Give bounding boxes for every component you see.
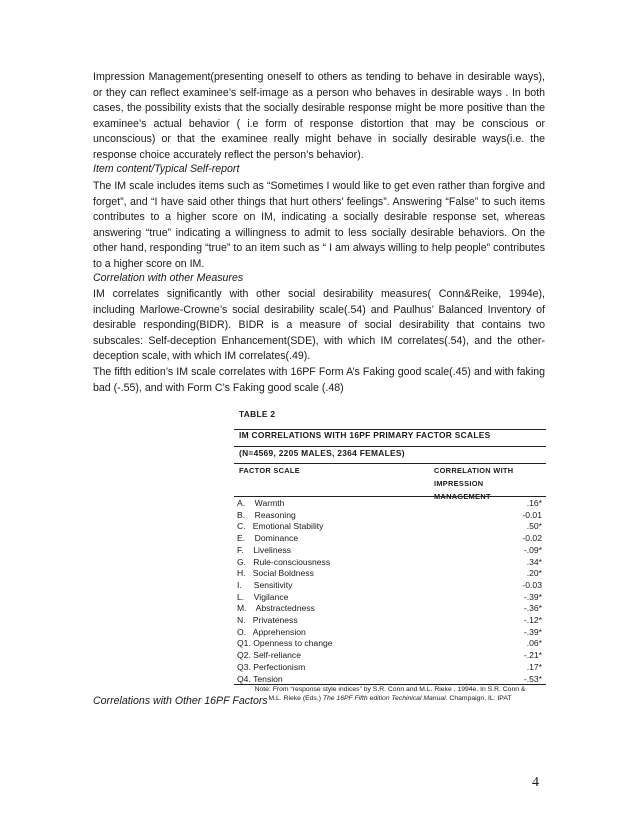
table-row: [234, 649, 546, 661]
table-title: IM CORRELATIONS WITH 16PF PRIMARY FACTOR SCALES: [239, 430, 491, 440]
factor-scale-cell: C. Emotional Stability: [237, 521, 324, 532]
factor-scale-cell: E. Dominance: [237, 533, 299, 544]
heading-item-content: Item content/Typical Self-report: [93, 163, 240, 175]
correlation-cell: -0.01: [522, 509, 542, 520]
table-row: [234, 602, 546, 614]
heading-correlation-other-measures: Correlation with other Measures: [93, 272, 244, 284]
factor-scale-cell: Q3. Perfectionism: [237, 661, 306, 672]
paragraph-fifth-edition: The fifth edition’s IM scale correlates with 16PF Form A’s Faking good scale(.45) and with faking bad (-.55), and with Form C’s Faking good scale (.48): [93, 366, 545, 394]
factor-scale-cell: Q1. Openness to change: [237, 638, 333, 649]
table-rule-top: [234, 429, 546, 430]
factor-scale-cell: B. Reasoning: [237, 509, 296, 520]
column-header-correlation-line3: MANAGEMENT: [434, 492, 491, 501]
factor-scale-cell: O. Apprehension: [237, 626, 306, 637]
table-rule-2: [234, 446, 546, 447]
factor-scale-cell: F. Liveliness: [237, 544, 291, 555]
paragraph-item-content: The IM scale includes items such as “Sometimes I would like to get even rather than forgive and forget”, and “I have said other things that hurt others’ feelings”. Answering “False” to such items contributes to a higher score on IM, indicating a socially desirable response set, whereas answering “true” indicating a willingness to admit to less socially desirable behaviors. On the other hand, responding “true” to an item such as “ I am always willing to help people” contributes to a higher score on IM.: [93, 180, 545, 270]
table-row: [234, 626, 546, 638]
factor-scale-cell: H. Social Boldness: [237, 568, 314, 579]
table-note: [234, 685, 546, 703]
factor-scale-cell: I. Sensitivity: [237, 579, 293, 590]
correlation-cell: -.12*: [523, 615, 542, 625]
correlation-cell: .06*: [526, 638, 542, 649]
correlation-cell: .17*: [526, 661, 542, 672]
table-row: [234, 567, 546, 579]
paragraph-correlation-other-measures: IM correlates significantly with other social desirability measures( Conn&Reike, 1994e), including Marlowe-Crowne’s social desirability scale(.54) and Paulhus’ Balanced Inventory of desirable responding(BIDR). BIDR is a measure of social desirability that contains two subscales: Self-deception Enhancement(SDE), with which IM correlates(.54), and the other-deception scale, with which IM correlates(.49).: [93, 288, 545, 363]
table-row: [234, 556, 546, 568]
factor-scale-cell: L. Vigilance: [237, 591, 289, 602]
table-row: [234, 520, 546, 532]
correlation-cell: -0.03: [522, 579, 542, 590]
paragraph-impression-management: Impression Management(presenting oneself to others as tending to behave in desirable ways), or they can reflect examinee’s self-image as a person who behaves in desirable ways . In both cases, the possibility exists that the socially desirable response might be more positive than the examinee’s actual behavior ( i.e form of response distortion that may be conscious or unconscious) or that the examinee really might behave in socially desirable ways(i.e. the response choice accurately reflect the person’s behavior).: [93, 71, 545, 161]
factor-scale-cell: Q4. Tension: [237, 673, 283, 684]
heading-correlations-16pf: Correlations with Other 16PF Factors: [93, 695, 268, 707]
table-row: [234, 591, 546, 603]
correlation-cell: -.39*: [523, 591, 542, 602]
table-row: [234, 661, 546, 673]
correlation-cell: .16*: [526, 498, 542, 508]
table-row: [234, 497, 546, 509]
correlation-cell: -.36*: [523, 603, 542, 614]
factor-scale-cell: M. Abstractedness: [237, 603, 315, 614]
column-header-factor: FACTOR SCALE: [239, 466, 300, 475]
table-note-line2: [234, 694, 546, 703]
factor-scale-cell: N. Privateness: [237, 615, 298, 625]
factor-scale-cell: G. Rule-consciousness: [237, 556, 331, 567]
table-row: [234, 673, 546, 685]
table-sample-size: (N=4569, 2205 MALES, 2364 FEMALES): [239, 448, 405, 458]
correlation-cell: -.21*: [523, 650, 542, 661]
correlation-cell: -.09*: [523, 544, 542, 555]
table-row: [234, 637, 546, 649]
table-note-editors: M.L. Rieke (Eds.): [268, 695, 323, 702]
correlation-cell: -0.02: [522, 533, 542, 544]
table-note-source-title: The 16PF Fifth edition Techinical Manual: [322, 695, 446, 702]
correlation-cell: .20*: [526, 568, 542, 579]
table-row: [234, 509, 546, 521]
column-header-correlation-line1: CORRELATION WITH: [434, 466, 514, 475]
table-row: [234, 532, 546, 544]
correlation-cell: .50*: [526, 521, 542, 532]
table-row: [234, 579, 546, 591]
table-row: [234, 544, 546, 556]
table-note-line1: Note: From “response style indices” by S.R. Conn and M.L. Rieke , 1994e. In S.R. Conn &: [254, 686, 526, 693]
table-row: [234, 614, 546, 626]
page-number: 4: [532, 775, 539, 790]
table-note-publisher: . Champaign, IL: IPAT: [445, 695, 512, 702]
table-label: TABLE 2: [239, 409, 276, 419]
factor-scale-cell: A. Warmth: [237, 498, 285, 508]
correlation-cell: -.39*: [523, 626, 542, 637]
factor-scale-cell: Q2. Self-reliance: [237, 650, 302, 661]
correlation-cell: .34*: [526, 556, 542, 567]
im-correlation-table: [234, 406, 546, 708]
column-header-correlation-line2: IMPRESSION: [434, 479, 484, 488]
correlation-cell: -.53*: [523, 673, 542, 684]
